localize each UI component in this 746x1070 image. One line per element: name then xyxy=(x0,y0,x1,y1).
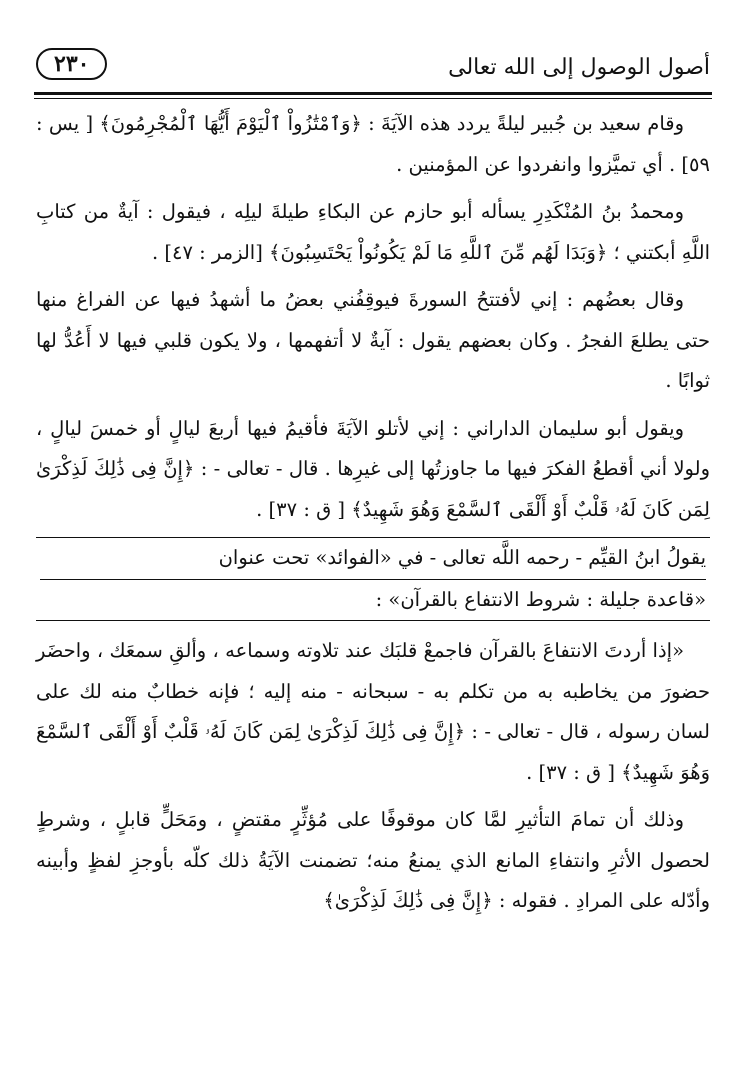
page-header xyxy=(36,38,710,86)
paragraph-6: وذلك أن تمامَ التأثيرِ لمَّا كان موقوفًا على مُؤثِّرٍ مقتضٍ ، ومَحَلٍّ قابلٍ ، وشرطٍ لحصول الأثرِ وانتفاءِ المانع الذي يمنعُ منه؛ تضمنت الآيَةُ ذلك كلّه بأوجزِ لفظٍ وأبينه وأدّله على المرادِ . فقوله : ﴿إِنَّ فِى ذَٰلِكَ لَذِكْرَىٰ﴾ xyxy=(36,808,710,912)
section-heading xyxy=(36,537,710,621)
paragraph-1: وقام سعيد بن جُبير ليلةً يردد هذه الآيَةَ : ﴿وَٱمْتَٰزُواْ ٱلْيَوْمَ أَيُّهَا ٱلْمُجْرِمُونَ﴾ [ يس : ٥٩] . أي تميَّزوا وانفردوا عن المؤمنين . xyxy=(36,112,710,176)
paragraph-2: ومحمدُ بنُ المُنْكَدِرِ يسأله أبو حازم عن البكاءِ طيلةَ ليلِه ، فيقول : آيةٌ من كتابِ اللَّهِ أبكتني ؛ ﴿وَبَدَا لَهُم مِّنَ ٱللَّهِ مَا لَمْ يَكُونُواْ يَحْتَسِبُونَ﴾ [الزمر : ٤٧] . xyxy=(36,200,710,264)
header-rule xyxy=(34,92,712,99)
heading-line-2: «قاعدة جليلة : شروط الانتفاع بالقرآن» : xyxy=(375,587,706,611)
page-body xyxy=(36,104,710,929)
running-title: أصول الوصول إلى الله تعالى xyxy=(448,55,710,80)
heading-line-1: يقولُ ابنُ القيِّم - رحمه اللَّه تعالى - في «الفوائد» تحت عنوان xyxy=(40,538,706,580)
page-number: ٢٣٠ xyxy=(36,48,107,80)
paragraph-4: ويقول أبو سليمان الداراني : إني لأتلو الآيَةَ فأقيمُ فيها أربعَ ليالٍ أو خمسَ ليالٍ ، ولولا أني أقطعُ الفكرَ فيها ما جاوزتُها إلى غيرِها . قال - تعالى - : ﴿إِنَّ فِى ذَٰلِكَ لَذِكْرَىٰ لِمَن كَانَ لَهُۥ قَلْبٌ أَوْ أَلْقَى ٱلسَّمْعَ وَهُوَ شَهِيدٌ﴾ [ ق : ٣٧] . xyxy=(36,416,710,521)
paragraph-3: وقال بعضُهم : إني لأفتتحُ السورةَ فيوقِفُني بعضُ ما أشهدُ فيها عن الفراغ منها حتى يطلعَ الفجرُ . وكان بعضهم يقول : آيةٌ لا أتفهمها ، ولا يكون قلبي فيها لا أَعُدُّ لها ثوابًا . xyxy=(36,288,710,392)
paragraph-5: «إذا أردتَ الانتفاعَ بالقرآن فاجمعْ قلبَك عند تلاوته وسماعه ، وألقِ سمعَك ، واحضَر حضورَ من يخاطبه به من تكلم به - سبحانه - منه إليه ؛ فإنه خطابٌ منه لك على لسان رسوله ، قال - تعالى - : ﴿إِنَّ فِى ذَٰلِكَ لَذِكْرَىٰ لِمَن كَانَ لَهُۥ قَلْبٌ أَوْ أَلْقَى ٱلسَّمْعَ وَهُوَ شَهِيدٌ﴾ [ ق : ٣٧] . xyxy=(36,639,710,784)
